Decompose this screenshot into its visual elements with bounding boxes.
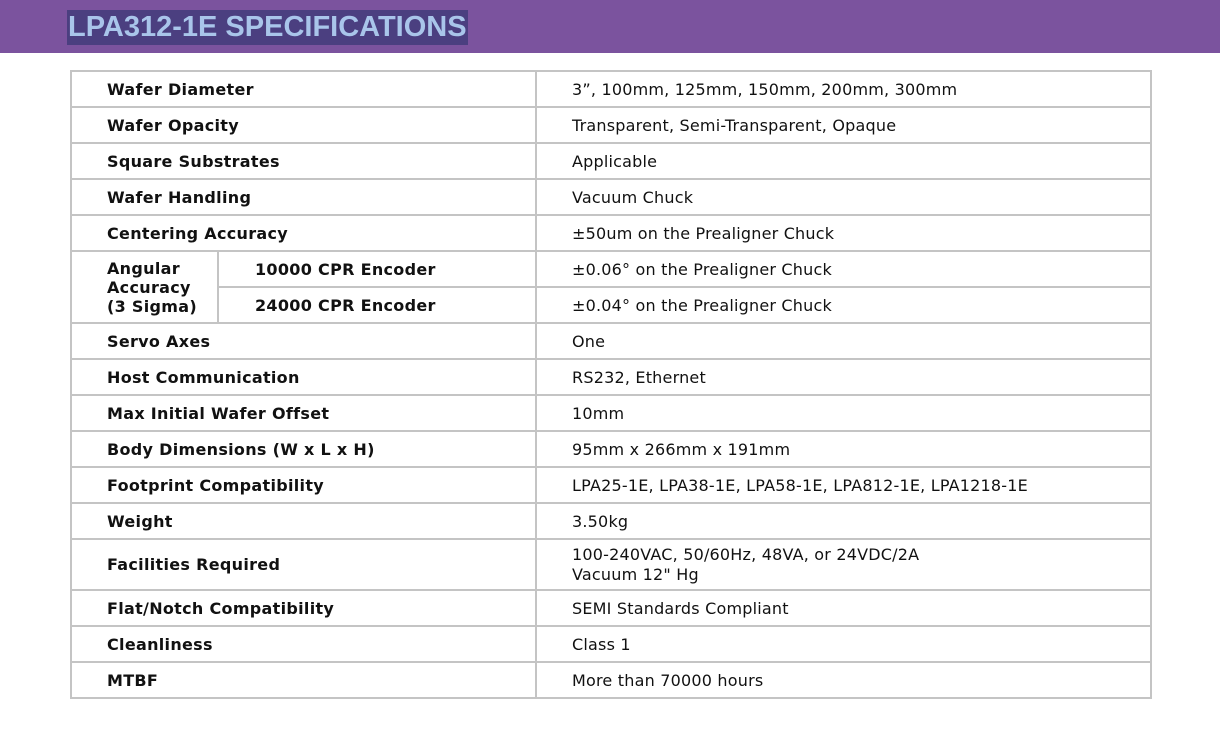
row-label: Centering Accuracy: [71, 215, 536, 251]
row-value: 10mm: [536, 395, 1151, 431]
row-value: 3”, 100mm, 125mm, 150mm, 200mm, 300mm: [536, 71, 1151, 107]
table-row: [71, 215, 1151, 251]
row-label: Wafer Diameter: [71, 71, 536, 107]
table-row: [71, 107, 1151, 143]
row-label: Weight: [71, 503, 536, 539]
row-value: Class 1: [536, 626, 1151, 662]
group-label-line: Angular: [107, 258, 180, 278]
specifications-table: [70, 70, 1152, 699]
table-row: [71, 503, 1151, 539]
table-row: [71, 395, 1151, 431]
row-label: Wafer Handling: [71, 179, 536, 215]
row-sublabel: 24000 CPR Encoder: [218, 287, 536, 323]
row-label: Host Communication: [71, 359, 536, 395]
row-value: 95mm x 266mm x 191mm: [536, 431, 1151, 467]
table-row: [71, 431, 1151, 467]
row-label: Max Initial Wafer Offset: [71, 395, 536, 431]
table-row: [71, 359, 1151, 395]
table-row: [71, 467, 1151, 503]
row-value: One: [536, 323, 1151, 359]
row-label: Wafer Opacity: [71, 107, 536, 143]
group-label-line: (3 Sigma): [107, 296, 197, 316]
row-label: Flat/Notch Compatibility: [71, 590, 536, 626]
table-row: [71, 71, 1151, 107]
row-value: 3.50kg: [536, 503, 1151, 539]
table-row: [71, 251, 1151, 287]
row-value: Vacuum Chuck: [536, 179, 1151, 215]
page-title: LPA312-1E SPECIFICATIONS: [68, 11, 467, 43]
table-row: [71, 662, 1151, 698]
row-value: RS232, Ethernet: [536, 359, 1151, 395]
row-label: Cleanliness: [71, 626, 536, 662]
row-label: Servo Axes: [71, 323, 536, 359]
row-value: More than 70000 hours: [536, 662, 1151, 698]
table-row: [71, 626, 1151, 662]
row-label: Body Dimensions (W x L x H): [71, 431, 536, 467]
row-value: Transparent, Semi-Transparent, Opaque: [536, 107, 1151, 143]
row-label: Square Substrates: [71, 143, 536, 179]
value-line: 100-240VAC, 50/60Hz, 48VA, or 24VDC/2A: [572, 544, 920, 564]
value-line: Vacuum 12" Hg: [572, 564, 699, 584]
table-row: [71, 287, 1151, 323]
table-row: [71, 539, 1151, 590]
group-label-line: Accuracy: [107, 277, 191, 297]
row-label: MTBF: [71, 662, 536, 698]
row-value: Applicable: [536, 143, 1151, 179]
row-label: Facilities Required: [71, 539, 536, 590]
table-row: [71, 323, 1151, 359]
row-value: ±0.04° on the Prealigner Chuck: [536, 287, 1151, 323]
row-sublabel: 10000 CPR Encoder: [218, 251, 536, 287]
table-row: [71, 590, 1151, 626]
row-value: [536, 539, 1151, 590]
row-value: SEMI Standards Compliant: [536, 590, 1151, 626]
angular-accuracy-group-label: [71, 251, 218, 323]
row-value: ±0.06° on the Prealigner Chuck: [536, 251, 1151, 287]
row-value: LPA25-1E, LPA38-1E, LPA58-1E, LPA812-1E, LPA1218-1E: [536, 467, 1151, 503]
title-bar: [0, 0, 1220, 53]
table-row: [71, 179, 1151, 215]
row-label: Footprint Compatibility: [71, 467, 536, 503]
table-row: [71, 143, 1151, 179]
row-value: ±50um on the Prealigner Chuck: [536, 215, 1151, 251]
